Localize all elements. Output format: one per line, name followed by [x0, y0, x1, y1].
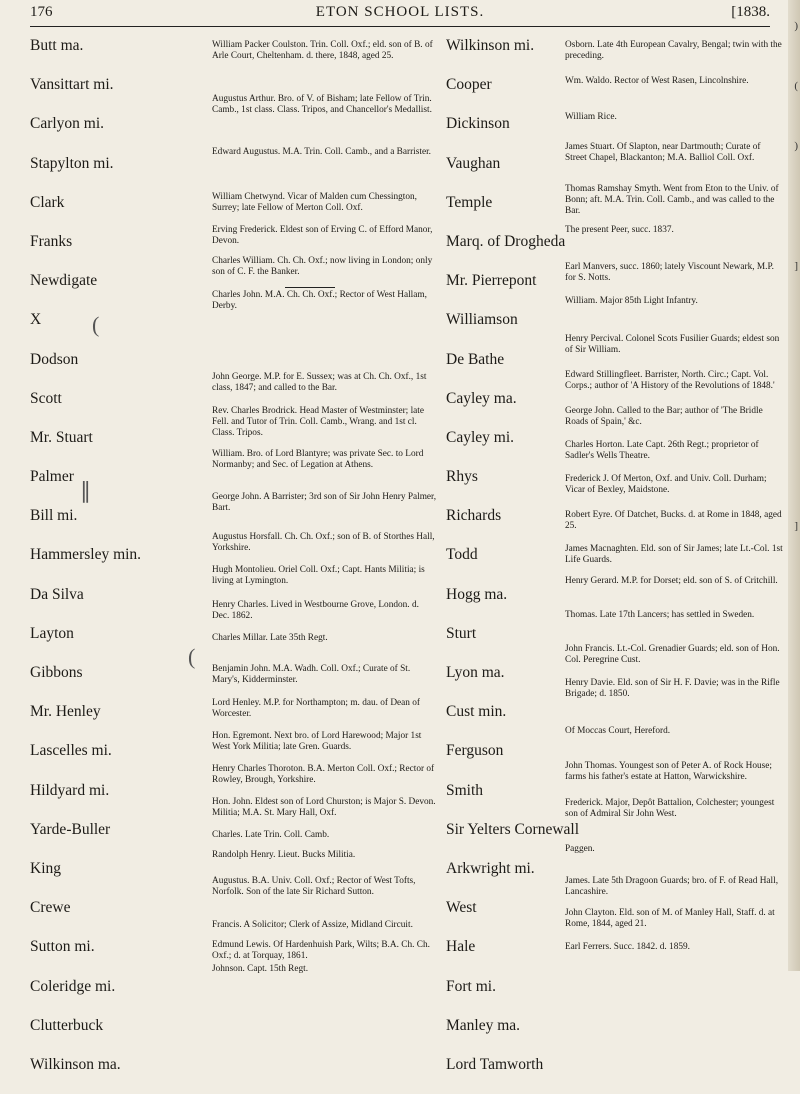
- note-entry: Henry Percival. Colonel Scots Fusilier Guards; eldest son of Sir William.: [565, 334, 780, 355]
- note-entry: Johnson. Capt. 15th Regt.: [212, 964, 309, 974]
- note-entry: Thomas Ramshay Smyth. Went from Eton to the Univ. of Bonn; aft. M.A. Trin. Coll. Camb., and was called to the Bar.: [565, 184, 779, 216]
- note-entry: Hon. John. Eldest son of Lord Churston; is Major S. Devon. Militia; M.A. St. Mary Hall, Oxf.: [212, 797, 436, 818]
- note-entry: James Stuart. Of Slapton, near Dartmouth; Curate of Street Chapel, Blackanton; M.A. Balliol Coll. Oxf.: [565, 142, 761, 163]
- student-name: Vansittart mi.: [30, 76, 114, 94]
- student-name: Hale: [446, 938, 476, 956]
- student-name: Clutterbuck: [30, 1016, 104, 1034]
- page-header: [30, 4, 770, 27]
- note-entry: Frederick J. Of Merton, Oxf. and Univ. Coll. Durham; Vicar of Bexley, Maidstone.: [565, 474, 767, 495]
- note-entry: Edward Stillingfleet. Barrister, North. Circ.; Capt. Vol. Corps.; author of 'A History of the Revolutions of 1848.': [565, 370, 775, 391]
- student-name: Newdigate: [30, 272, 98, 290]
- note-entry: Edmund Lewis. Of Hardenhuish Park, Wilts; B.A. Ch. Ch. Oxf.; d. at Torquay, 1861.: [212, 940, 430, 961]
- note-entry: Of Moccas Court, Hereford.: [565, 726, 671, 736]
- student-name: Mr. Henley: [30, 703, 101, 721]
- student-name: Richards: [446, 507, 502, 525]
- note-entry: Earl Manvers, succ. 1860; lately Viscount Newark, M.P. for S. Notts.: [565, 262, 774, 283]
- student-name: Lyon ma.: [446, 664, 505, 681]
- note-entry: William Packer Coulston. Trin. Coll. Oxf.; eld. son of B. of Arle Court, Cheltenham. d. there, 1848, aged 25.: [212, 40, 433, 61]
- page-number: 176: [30, 4, 53, 20]
- page-year: [1838.: [731, 4, 770, 20]
- edge-mark: ]: [794, 520, 798, 532]
- bracket-mark-icon: (​: [92, 312, 100, 337]
- note-entry: Francis. A Solicitor; Clerk of Assize, Midland Circuit.: [212, 920, 413, 930]
- note-entry: Randolph Henry. Lieut. Bucks Militia.: [212, 850, 356, 860]
- student-name: King: [30, 859, 61, 877]
- note-entry: Hugh Montolieu. Oriel Coll. Oxf.; Capt. Hants Militia; is living at Lymington.: [212, 565, 425, 586]
- note-entry: Edward Augustus. M.A. Trin. Coll. Camb., and a Barrister.: [212, 147, 431, 157]
- note-entry: Hon. Egremont. Next bro. of Lord Harewood; Major 1st West York Militia; late Gren. Guards.: [212, 731, 422, 752]
- student-name: Butt ma.: [30, 37, 84, 54]
- bracket-mark-icon: ∥: [80, 478, 91, 503]
- note-entry: Robert Eyre. Of Datchet, Bucks. d. at Rome in 1848, aged 25.: [565, 510, 782, 531]
- student-name: Williamson: [446, 311, 518, 329]
- student-name: X: [30, 311, 42, 329]
- student-name: Coleridge mi.: [30, 977, 116, 995]
- student-name: Crewe: [30, 899, 71, 917]
- page-title: ETON SCHOOL LISTS.: [315, 4, 485, 20]
- student-name: Arkwright mi.: [446, 859, 535, 877]
- student-name: Vaughan: [446, 154, 501, 172]
- student-name: Fort mi.: [446, 977, 496, 995]
- student-name: De Bathe: [446, 350, 505, 368]
- student-name: Palmer: [30, 468, 74, 486]
- note-entry: William. Bro. of Lord Blantyre; was private Sec. to Lord Normanby; and Sec. of Legation at Athens.: [212, 449, 424, 470]
- note-entry: Erving Frederick. Eldest son of Erving C. of Efford Manor, Devon.: [212, 225, 433, 246]
- edge-mark: ): [794, 20, 798, 32]
- student-name: Manley ma.: [446, 1016, 521, 1034]
- note-entry: Lord Henley. M.P. for Northampton; m. dau. of Dean of Worcester.: [212, 698, 421, 719]
- note-entry: John Clayton. Eld. son of M. of Manley Hall, Staff. d. at Rome, 1844, aged 21.: [565, 908, 775, 929]
- note-entry: William Chetwynd. Vicar of Malden cum Chessington, Surrey; late Fellow of Merton Coll. Oxf.: [212, 192, 417, 213]
- note-entry: Thomas. Late 17th Lancers; has settled in Sweden.: [565, 610, 755, 620]
- note-entry: Augustus. B.A. Univ. Coll. Oxf.; Rector of West Tofts, Norfolk. Son of the late Sir Richard Sutton.: [212, 876, 416, 897]
- note-entry: Rev. Charles Brodrick. Head Master of Westminster; late Fell. and Tutor of Trin. Coll. Camb., Wrang. and 1st cl. Class. Tripos.: [212, 406, 424, 438]
- note-entry: James Macnaghten. Eld. son of Sir James; late Lt.-Col. 1st Life Guards.: [565, 544, 783, 565]
- note-entry: James. Late 5th Dragoon Guards; bro. of F. of Read Hall, Lancashire.: [565, 876, 779, 897]
- student-name: Sutton mi.: [30, 938, 95, 956]
- note-entry: Charles John. M.A. Ch. Ch. Oxf.; Rector of West Hallam, Derby.: [212, 290, 427, 311]
- student-name: Clark: [30, 193, 65, 211]
- student-name: Cayley ma.: [446, 389, 517, 407]
- student-name: Rhys: [446, 468, 478, 486]
- note-entry: Henry Charles. Lived in Westbourne Grove, London. d. Dec. 1862.: [212, 600, 419, 621]
- note-entry: Osborn. Late 4th European Cavalry, Bengal; twin with the preceding.: [565, 40, 782, 61]
- separator-rule: [285, 287, 335, 288]
- edge-mark: (: [794, 80, 798, 92]
- student-name: Hammersley min.: [30, 546, 142, 564]
- student-name: Da Silva: [30, 585, 84, 603]
- edge-mark: ): [794, 140, 798, 152]
- note-entry: Charles William. Ch. Ch. Oxf.; now living in London; only son of C. F. the Banker.: [212, 256, 433, 277]
- note-entry: Augustus Horsfall. Ch. Ch. Oxf.; son of B. of Storthes Hall, Yorkshire.: [212, 532, 435, 553]
- student-name: Bill mi.: [30, 507, 78, 525]
- student-name: Mr. Stuart: [30, 428, 93, 446]
- note-entry: Henry Gerard. M.P. for Dorset; eld. son of S. of Critchill.: [565, 576, 778, 586]
- student-name: Temple: [446, 193, 493, 211]
- student-name: Scott: [30, 389, 62, 407]
- student-name: Wilkinson ma.: [30, 1055, 121, 1073]
- note-entry: Charles Millar. Late 35th Regt.: [212, 633, 328, 643]
- student-name: Carlyon mi.: [30, 115, 105, 133]
- student-name: Yarde-Buller: [30, 820, 111, 838]
- note-entry: Henry Davie. Eld. son of Sir H. F. Davie; was in the Rifle Brigade; d. 1850.: [565, 678, 780, 699]
- note-entry: Henry Charles Thoroton. B.A. Merton Coll. Oxf.; Rector of Rowley, Brough, Yorkshire.: [212, 764, 435, 785]
- note-entry: Benjamin John. M.A. Wadh. Coll. Oxf.; Curate of St. Mary's, Kidderminster.: [212, 664, 411, 685]
- student-name: Sturt: [446, 624, 477, 642]
- note-entry: Augustus Arthur. Bro. of V. of Bisham; late Fellow of Trin. Camb., 1st class. Class. Tripos, and Chancellor's Medallist.: [212, 94, 432, 115]
- note-entry: Wm. Waldo. Rector of West Rasen, Lincolnshire.: [565, 76, 749, 86]
- student-name: Hogg ma.: [446, 585, 508, 603]
- student-name: West: [446, 899, 477, 917]
- student-name: Cayley mi.: [446, 428, 515, 446]
- student-name: Ferguson: [446, 742, 504, 760]
- student-name: Lascelles mi.: [30, 742, 112, 760]
- note-entry: William Rice.: [565, 112, 617, 122]
- note-entry: John Thomas. Youngest son of Peter A. of Rock House; farms his father's estate at Hatton, Warwickshire.: [565, 761, 772, 782]
- left-name-column: [30, 36, 200, 1094]
- student-name: Cooper: [446, 76, 492, 94]
- note-entry: William. Major 85th Light Infantry.: [565, 296, 698, 306]
- note-entry: John George. M.P. for E. Sussex; was at Ch. Ch. Oxf., 1st class, 1847; and called to the Bar.: [212, 372, 427, 393]
- student-name: Stapylton mi.: [30, 154, 114, 172]
- student-name: Smith: [446, 781, 484, 799]
- student-name: Hildyard mi.: [30, 781, 110, 799]
- page-edge: [788, 0, 800, 971]
- student-name: Layton: [30, 624, 74, 642]
- note-entry: George John. Called to the Bar; author of 'The Bridle Roads of Spain,' &c.: [565, 406, 763, 427]
- student-name: Todd: [446, 546, 478, 564]
- student-name: Wilkinson mi.: [446, 37, 535, 54]
- student-name: Gibbons: [30, 664, 83, 681]
- note-entry: Frederick. Major, Depôt Battalion, Colchester; youngest son of Admiral Sir John West.: [565, 798, 775, 819]
- note-entry: Earl Ferrers. Succ. 1842. d. 1859.: [565, 942, 690, 952]
- student-name: Lord Tamworth: [446, 1055, 544, 1073]
- note-entry: John Francis. Lt.-Col. Grenadier Guards; eld. son of Hon. Col. Peregrine Cust.: [565, 644, 780, 665]
- note-entry: George John. A Barrister; 3rd son of Sir John Henry Palmer, Bart.: [212, 492, 437, 513]
- student-name: Marq. of Drogheda: [446, 232, 566, 250]
- student-name: Sir Yelters Cornewall: [446, 820, 580, 838]
- student-name: Cust min.: [446, 703, 507, 721]
- note-entry: Paggen.: [565, 844, 595, 854]
- student-name: Mr. Pierrepont: [446, 272, 537, 290]
- student-name: Franks: [30, 232, 73, 250]
- student-name: Dickinson: [446, 115, 510, 133]
- note-entry: The present Peer, succ. 1837.: [565, 225, 674, 235]
- student-name: Dodson: [30, 350, 79, 368]
- note-entry: Charles Horton. Late Capt. 26th Regt.; proprietor of Sadler's Wells Theatre.: [565, 440, 759, 461]
- bracket-mark-icon: (: [188, 644, 196, 669]
- note-entry: Charles. Late Trin. Coll. Camb.: [212, 830, 330, 840]
- edge-mark: ]: [794, 260, 798, 272]
